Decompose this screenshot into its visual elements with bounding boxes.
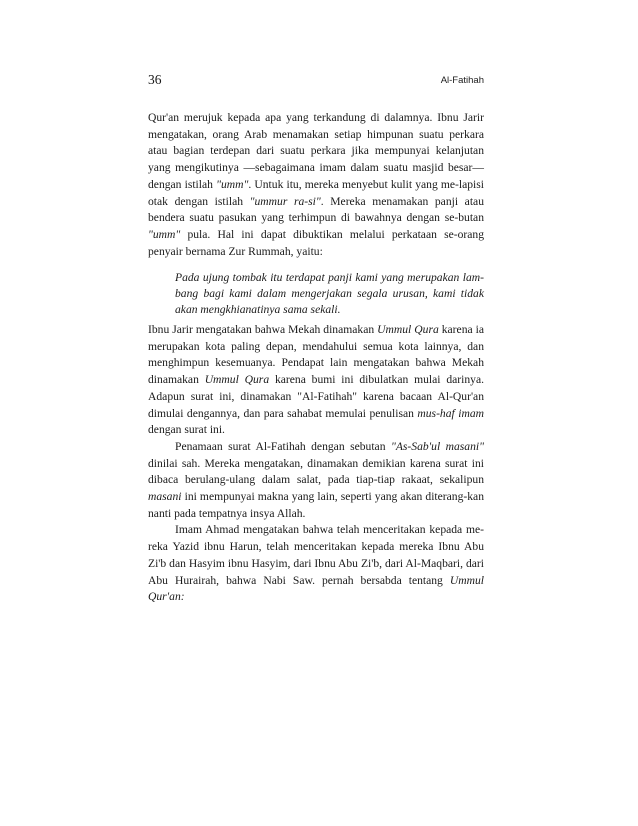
body-text-top <box>148 110 484 260</box>
paragraph-1: Qur'an merujuk kepada apa yang terkandung di dalamnya. Ibnu Jarir mengatakan, orang Arab menamakan setiap himpunan suatu perkara atau bagian terdepan dari suatu perkara jika mempunyai kelanjutan yang mengikutinya —sebagaimana imam dalam suatu masjid besar— dengan istilah "umm". Untuk itu, mereka menyebut kulit yang me-lapisi otak dengan istilah "ummur ra-si". Mereka menamakan panji atau bendera suatu pasukan yang terhimpun di bawahnya dengan se-butan "umm" pula. Hal ini dapat dibuktikan melalui perkataan se-orang penyair bernama Zur Rummah, yaitu: <box>148 111 485 258</box>
term-masani: masani <box>148 490 182 504</box>
body-text-bottom <box>148 322 484 606</box>
paragraph-2: Ibnu Jarir mengatakan bahwa Mekah dinamakan Ummul Qura karena ia merupakan kota paling depan, mendahului semua kota lainnya, dan menghimpun kesemuanya. Pendapat lain mengatakan bahwa Mekah dinamakan Ummul Qura karena bumi ini dibulatkan mulai darinya. Adapun surat ini, dinamakan "Al-Fatihah" karena bacaan Al-Qur'an dimulai dengannya, dan para sahabat memulai penulisan mus-haf imam dengan surat ini. <box>148 323 484 437</box>
term-ummur-ra-si: "ummur ra-si" <box>249 194 321 208</box>
quote-text: Pada ujung tombak itu terdapat panji kami yang merupakan lam-bang bagi kami dalam mengerjakan segala urusan, kami tidak akan mengkhianatinya sama sekali. <box>175 271 484 316</box>
running-title: Al-Fatihah <box>440 75 484 86</box>
paragraph-3: Penamaan surat Al-Fatihah dengan sebutan "As-Sab'ul masani" dinilai sah. Mereka mengatakan, dinamakan demikian karena surat ini dibaca berulang-ulang dalam salat, pada tiap-tiap rakaat, sekalipun masani ini mempunyai makna yang lain, seperti yang akan diterang-kan nanti pada tempatnya insya Allah. <box>148 439 484 520</box>
term-ummul-qura: Ummul Qura <box>377 323 439 336</box>
term-umm-2: "umm" <box>148 227 181 241</box>
term-mus-haf-imam: mus-haf imam <box>417 406 484 420</box>
term-umm: "umm" <box>216 177 249 191</box>
page-number: 36 <box>148 72 162 87</box>
paragraph-4: Imam Ahmad mengatakan bahwa telah menceritakan kepada me-reka Yazid ibnu Harun, telah menceritakan kepada mereka Ibnu Abu Zi'b dan Hasyim ibnu Hasyim, dari Ibnu Abu Zi'b, dari Al-Maqbari, dari Abu Hurairah, bahwa Nabi Saw. pernah bersabda tentang Ummul Qur'an: <box>148 523 484 604</box>
block-quote <box>175 270 484 317</box>
term-ummul-quran: Ummul Qur'an: <box>148 573 484 604</box>
term-ummul-qura-2: Ummul Qura <box>204 373 270 387</box>
term-as-sabul-masani: "As-Sab'ul masani" <box>390 439 484 453</box>
